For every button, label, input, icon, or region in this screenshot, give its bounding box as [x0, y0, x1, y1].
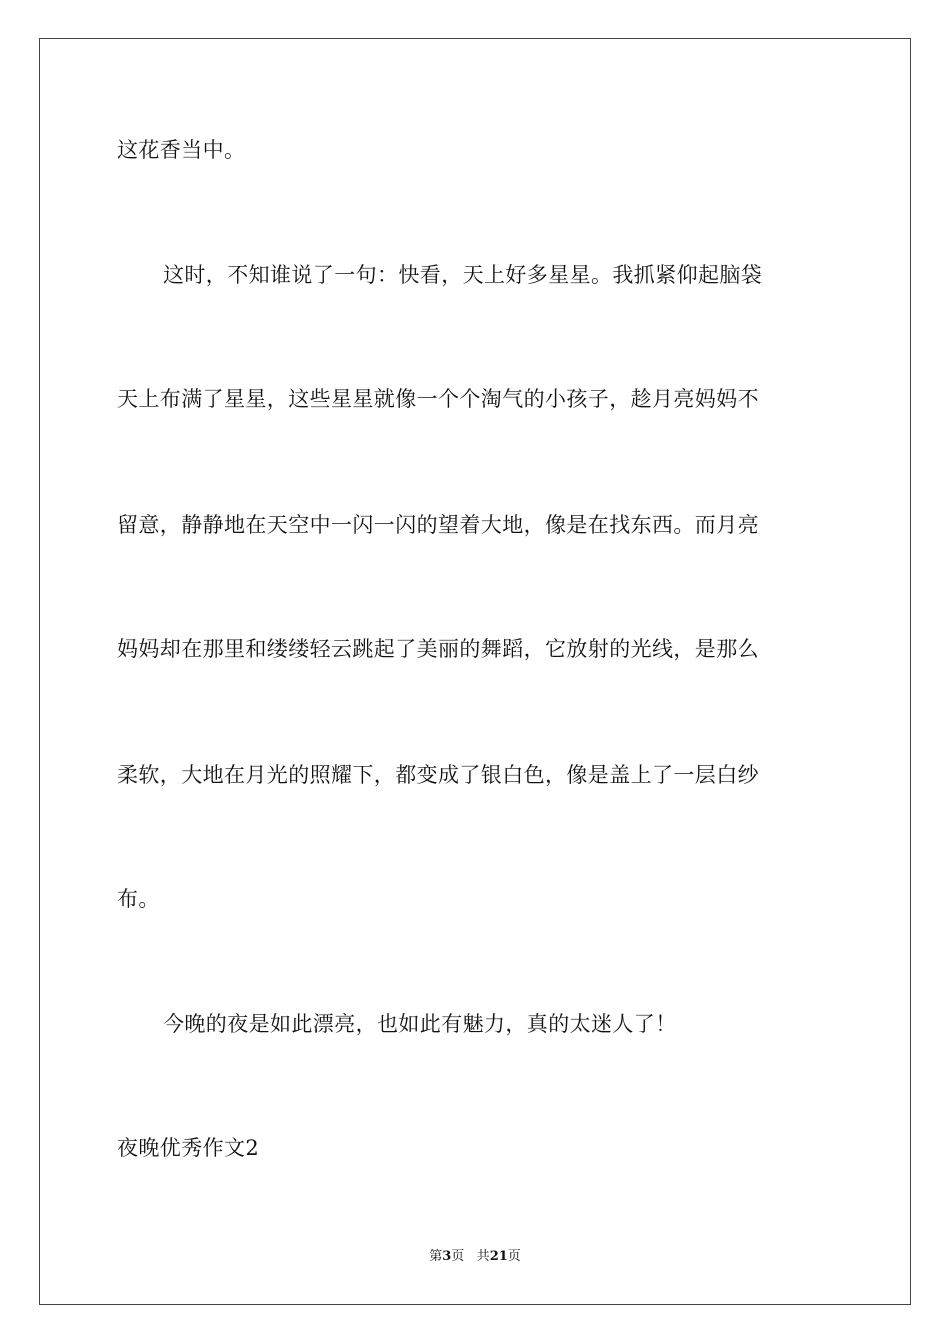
text-line: 留意，静静地在天空中一闪一闪的望着大地，像是在找东西。而月亮: [117, 513, 759, 537]
page-footer: [0, 1248, 950, 1266]
text-line: 今晚的夜是如此漂亮，也如此有魅力，真的太迷人了！: [163, 1012, 677, 1036]
text-line: 布。: [117, 887, 160, 911]
footer-page-suffix: 页: [451, 1249, 465, 1264]
text-line: 柔软，大地在月光的照耀下，都变成了银白色，像是盖上了一层白纱: [117, 763, 759, 787]
text-line: 这花香当中。: [117, 138, 246, 162]
footer-total-prefix: 共: [476, 1249, 490, 1264]
footer-total-pages: 21: [489, 1249, 508, 1264]
text-line: 天上布满了星星，这些星星就像一个个淘气的小孩子，趁月亮妈妈不: [117, 387, 759, 411]
page-border: [39, 38, 911, 1305]
text-line: 妈妈却在那里和缕缕轻云跳起了美丽的舞蹈，它放射的光线，是那么: [117, 637, 759, 661]
footer-total-suffix: 页: [507, 1249, 521, 1264]
footer-page-prefix: 第: [429, 1249, 443, 1264]
text-line: 这时，不知谁说了一句：快看，天上好多星星。我抓紧仰起脑袋: [163, 263, 763, 287]
section-heading: 夜晚优秀作文2: [117, 1136, 260, 1160]
footer-page-number: 3: [442, 1249, 452, 1264]
